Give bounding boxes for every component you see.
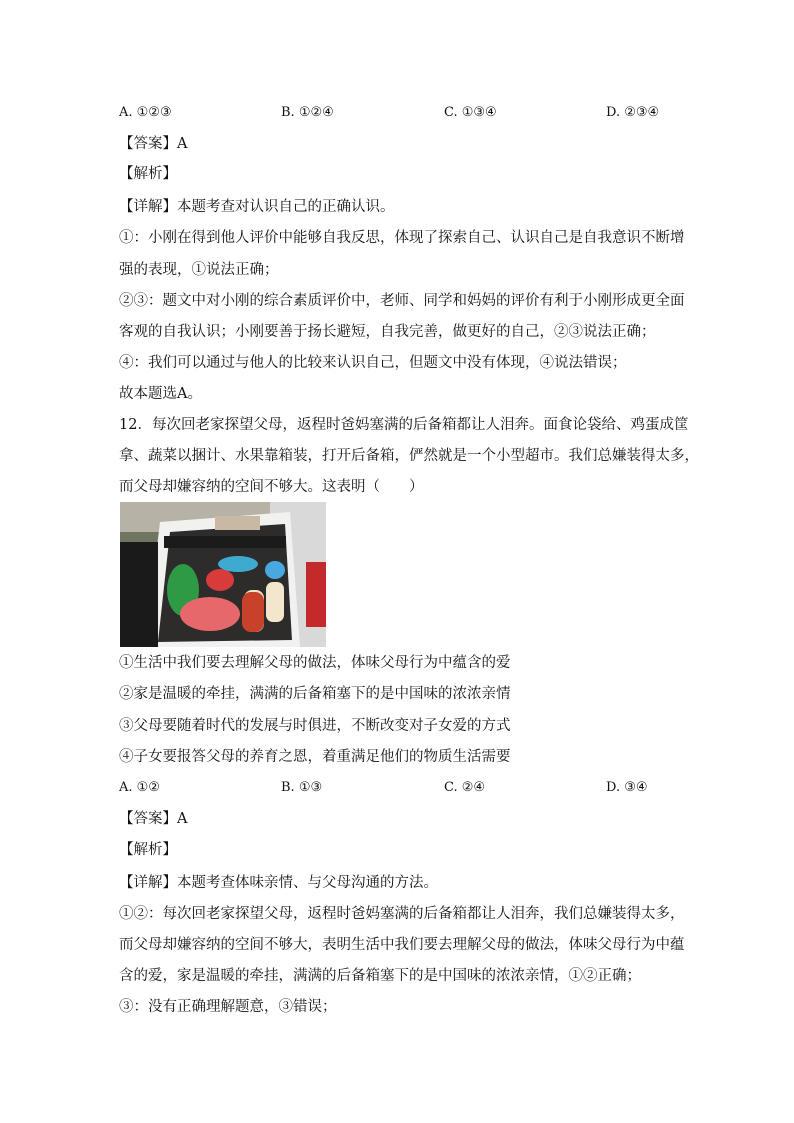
q11-point2-line2: 客观的自我认识；小刚要善于扬长避短，自我完善，做更好的自己，②③说法正确； — [119, 324, 656, 340]
q12-analysis-label: 【解析】 — [119, 842, 177, 858]
q12-stem-line1: 12．每次回老家探望父母，返程时爸妈塞满的后备箱都让人泪奔。面食论袋给、鸡蛋成筐 — [119, 417, 689, 433]
q12-options — [119, 780, 679, 800]
q11-point1-line1: ①：小刚在得到他人评价中能够自我反思，体现了探索自己、认识自己是自我意识不断增 — [119, 230, 685, 246]
q11-point2-line1: ②③：题文中对小刚的综合素质评价中，老师、同学和妈妈的评价有利于小刚形成更全面 — [119, 293, 685, 309]
q11-point3: ④：我们可以通过与他人的比较来认识自己，但题文中没有体现，④说法错误； — [119, 355, 627, 371]
q11-option-b[interactable]: B. ①②④ — [281, 105, 334, 120]
q12-answer: 【答案】A — [119, 811, 188, 827]
q12-stem-line2: 拿、蔬菜以捆计、水果靠箱装，打开后备箱，俨然就是一个小型超市。我们总嫌装得太多， — [119, 448, 699, 464]
q12-option-b[interactable]: B. ①③ — [281, 780, 323, 795]
q11-analysis-label: 【解析】 — [119, 166, 177, 182]
q11-conclusion: 故本题选A。 — [119, 386, 202, 402]
q11-answer: 【答案】A — [119, 136, 188, 152]
q11-detail: 【详解】本题考查对认识自己的正确认识。 — [119, 199, 395, 215]
q11-option-c[interactable]: C. ①③④ — [444, 105, 497, 120]
q12-point1-line1: ①②：每次回老家探望父母，返程时爸妈塞满的后备箱都让人泪奔，我们总嫌装得太多， — [119, 906, 685, 922]
q11-option-a[interactable]: A. ①②③ — [119, 105, 172, 120]
q12-stem-line3: 而父母却嫌容纳的空间不够大。这表明（ ） — [119, 479, 424, 495]
q12-detail: 【详解】本题考查体味亲情、与父母沟通的方法。 — [119, 875, 438, 891]
q12-point2: ③：没有正确理解题意，③错误； — [119, 999, 337, 1015]
q12-statement-2: ②家是温暖的牵挂，满满的后备箱塞下的是中国味的浓浓亲情 — [119, 686, 511, 702]
q12-statement-3: ③父母要随着时代的发展与时俱进，不断改变对子女爱的方式 — [119, 718, 511, 734]
q12-option-a[interactable]: A. ①② — [119, 780, 160, 795]
q11-point1-line2: 强的表现，①说法正确； — [119, 262, 279, 278]
q12-statement-1: ①生活中我们要去理解父母的做法，体味父母行为中蕴含的爱 — [119, 655, 511, 671]
car-trunk-photo — [120, 502, 326, 647]
q12-point1-line3: 含的爱，家是温暖的牵挂，满满的后备箱塞下的是中国味的浓浓亲情，①②正确； — [119, 968, 641, 984]
q11-option-d[interactable]: D. ②③④ — [606, 105, 660, 120]
q12-option-d[interactable]: D. ③④ — [606, 780, 648, 795]
q12-point1-line2: 而父母却嫌容纳的空间不够大，表明生活中我们要去理解父母的做法，体味父母行为中蕴 — [119, 937, 685, 953]
q11-options — [119, 105, 679, 125]
q12-statement-4: ④子女要报答父母的养育之恩，着重满足他们的物质生活需要 — [119, 749, 511, 765]
q12-option-c[interactable]: C. ②④ — [444, 780, 486, 795]
